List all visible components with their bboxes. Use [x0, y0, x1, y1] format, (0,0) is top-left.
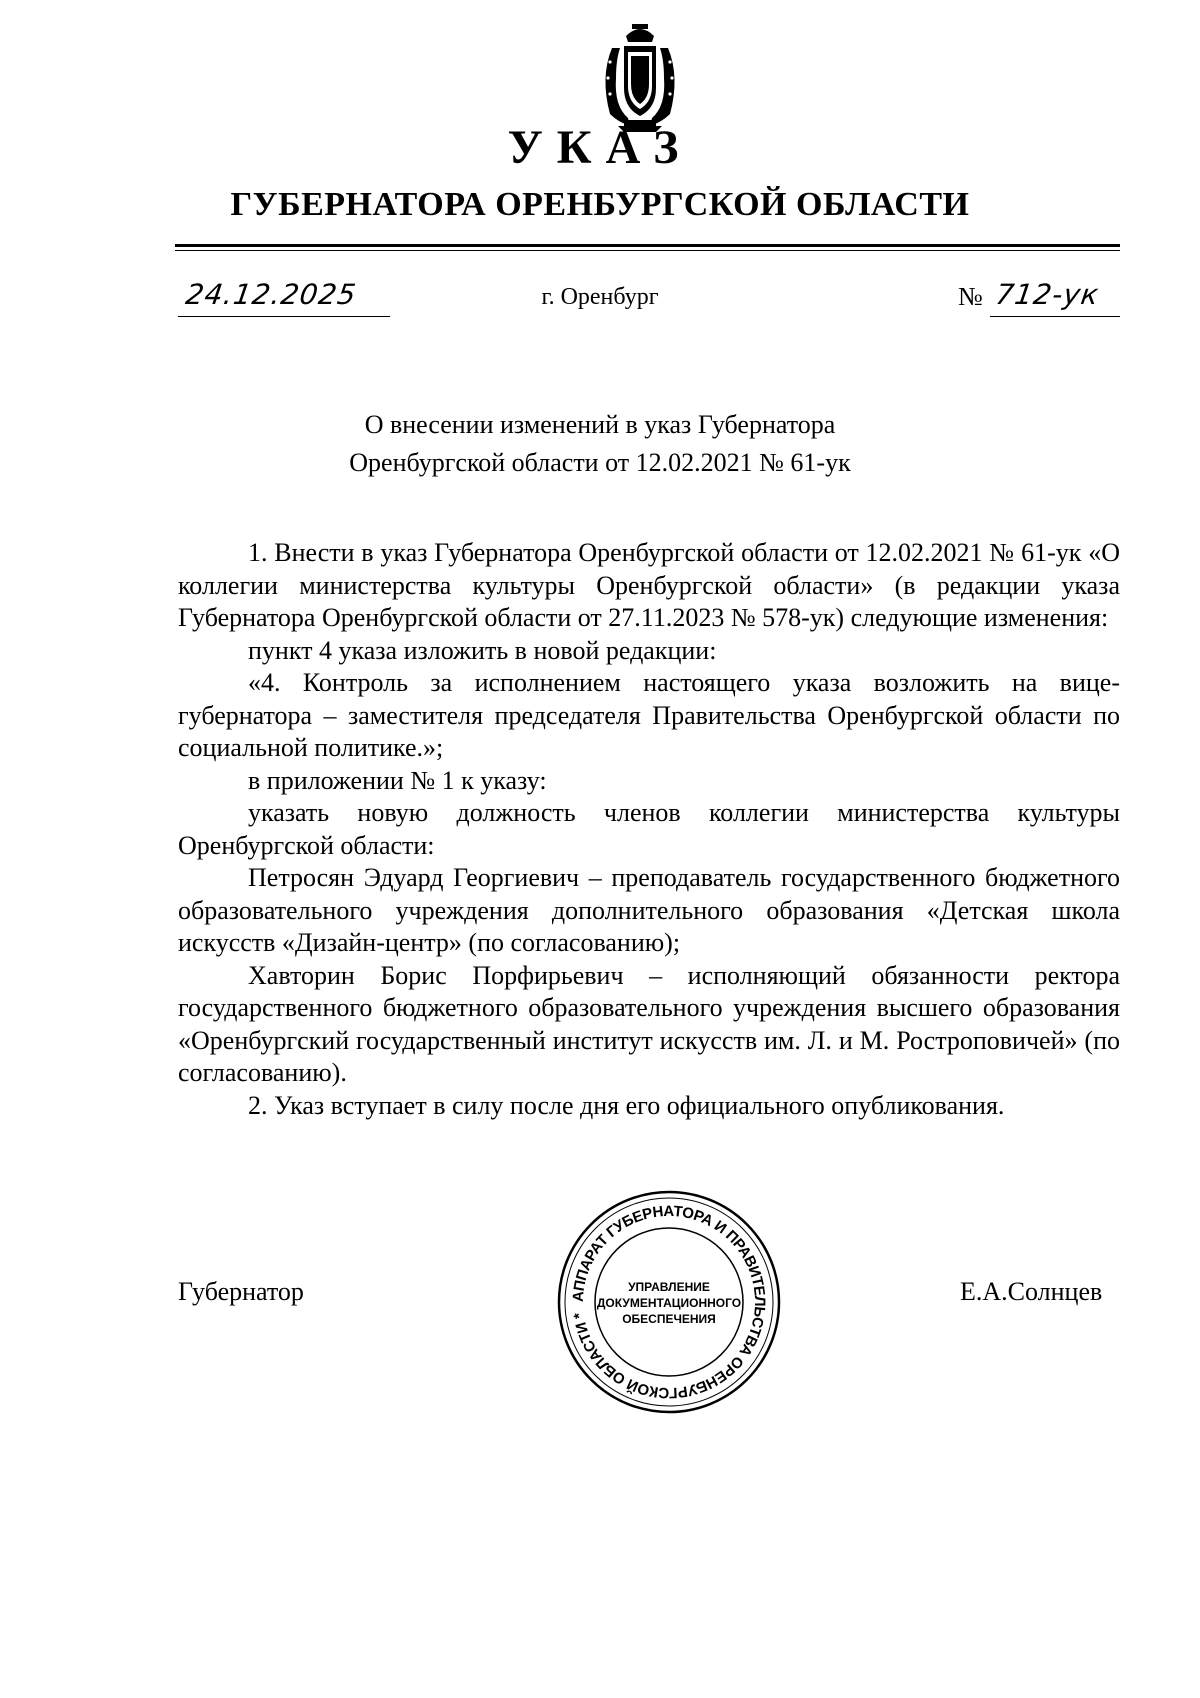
- paragraph: 2. Указ вступает в силу после дня его официального опубликования.: [248, 1090, 1005, 1120]
- paragraph: Хавторин Борис Порфирьевич – исполняющий обязанности ректора государственного бюджетного образовательного учреждения высшего образования «Оренбургский государственный институт искусств им. Л. и М. Ростроповичей» (по согласованию).: [178, 960, 1120, 1087]
- subject-line-2: Оренбургской области от 12.02.2021 № 61-ук: [349, 448, 851, 477]
- city-label: г. Оренбург: [541, 284, 659, 310]
- document-body: [178, 537, 1120, 1122]
- seal-center-line-1: УПРАВЛЕНИЕ: [628, 1280, 710, 1294]
- paragraph: указать новую должность членов коллегии министерства культуры Оренбургской области:: [178, 798, 1120, 860]
- handwritten-number: 712-ук: [993, 278, 1102, 311]
- coat-of-arms-emblem: [598, 22, 682, 132]
- document-subtitle: ГУБЕРНАТОРА ОРЕНБУРГСКОЙ ОБЛАСТИ: [230, 186, 970, 223]
- paragraph: 1. Внести в указ Губернатора Оренбургской области от 12.02.2021 № 61-ук «О коллегии министерства культуры Оренбургской области» (в редакции указа Губернатора Оренбургской области от 27.11.2023 № 578-ук) следующие изменения:: [178, 538, 1120, 632]
- seal-center-line-2: ДОКУМЕНТАЦИОННОГО: [596, 1296, 742, 1310]
- document-subject: [0, 406, 1200, 482]
- header-divider-thin: [175, 250, 1120, 251]
- paragraph: в приложении № 1 к указу:: [248, 765, 547, 795]
- signer-name: Е.А.Солнцев: [960, 1277, 1103, 1306]
- handwritten-date: 24.12.2025: [183, 278, 359, 311]
- seal-ring-text: АППАРАТ ГУБЕРНАТОРА И ПРАВИТЕЛЬСТВА ОРЕНБУРГСКОЙ ОБЛАСТИ *: [569, 1202, 769, 1402]
- subject-line-1: О внесении изменений в указ Губернатора: [364, 410, 836, 439]
- document-title: УКАЗ: [507, 121, 693, 174]
- paragraph: пункт 4 указа изложить в новой редакции:: [248, 635, 717, 665]
- header-divider-thick: [175, 244, 1120, 247]
- paragraph: «4. Контроль за исполнением настоящего указа возложить на вице-губернатора – заместителя председателя Правительства Оренбургской области по социальной политике.»;: [178, 668, 1120, 762]
- paragraph: Петросян Эдуард Георгиевич – преподаватель государственного бюджетного образовательного учреждения дополнительного образования «Детская школа искусств «Дизайн-центр» (по согласованию);: [178, 863, 1120, 957]
- number-field: [990, 278, 1120, 317]
- number-sign: №: [958, 282, 983, 311]
- official-seal: [554, 1187, 784, 1417]
- signer-title: Губернатор: [178, 1277, 304, 1306]
- seal-center-line-3: ОБЕСПЕЧЕНИЯ: [622, 1312, 716, 1326]
